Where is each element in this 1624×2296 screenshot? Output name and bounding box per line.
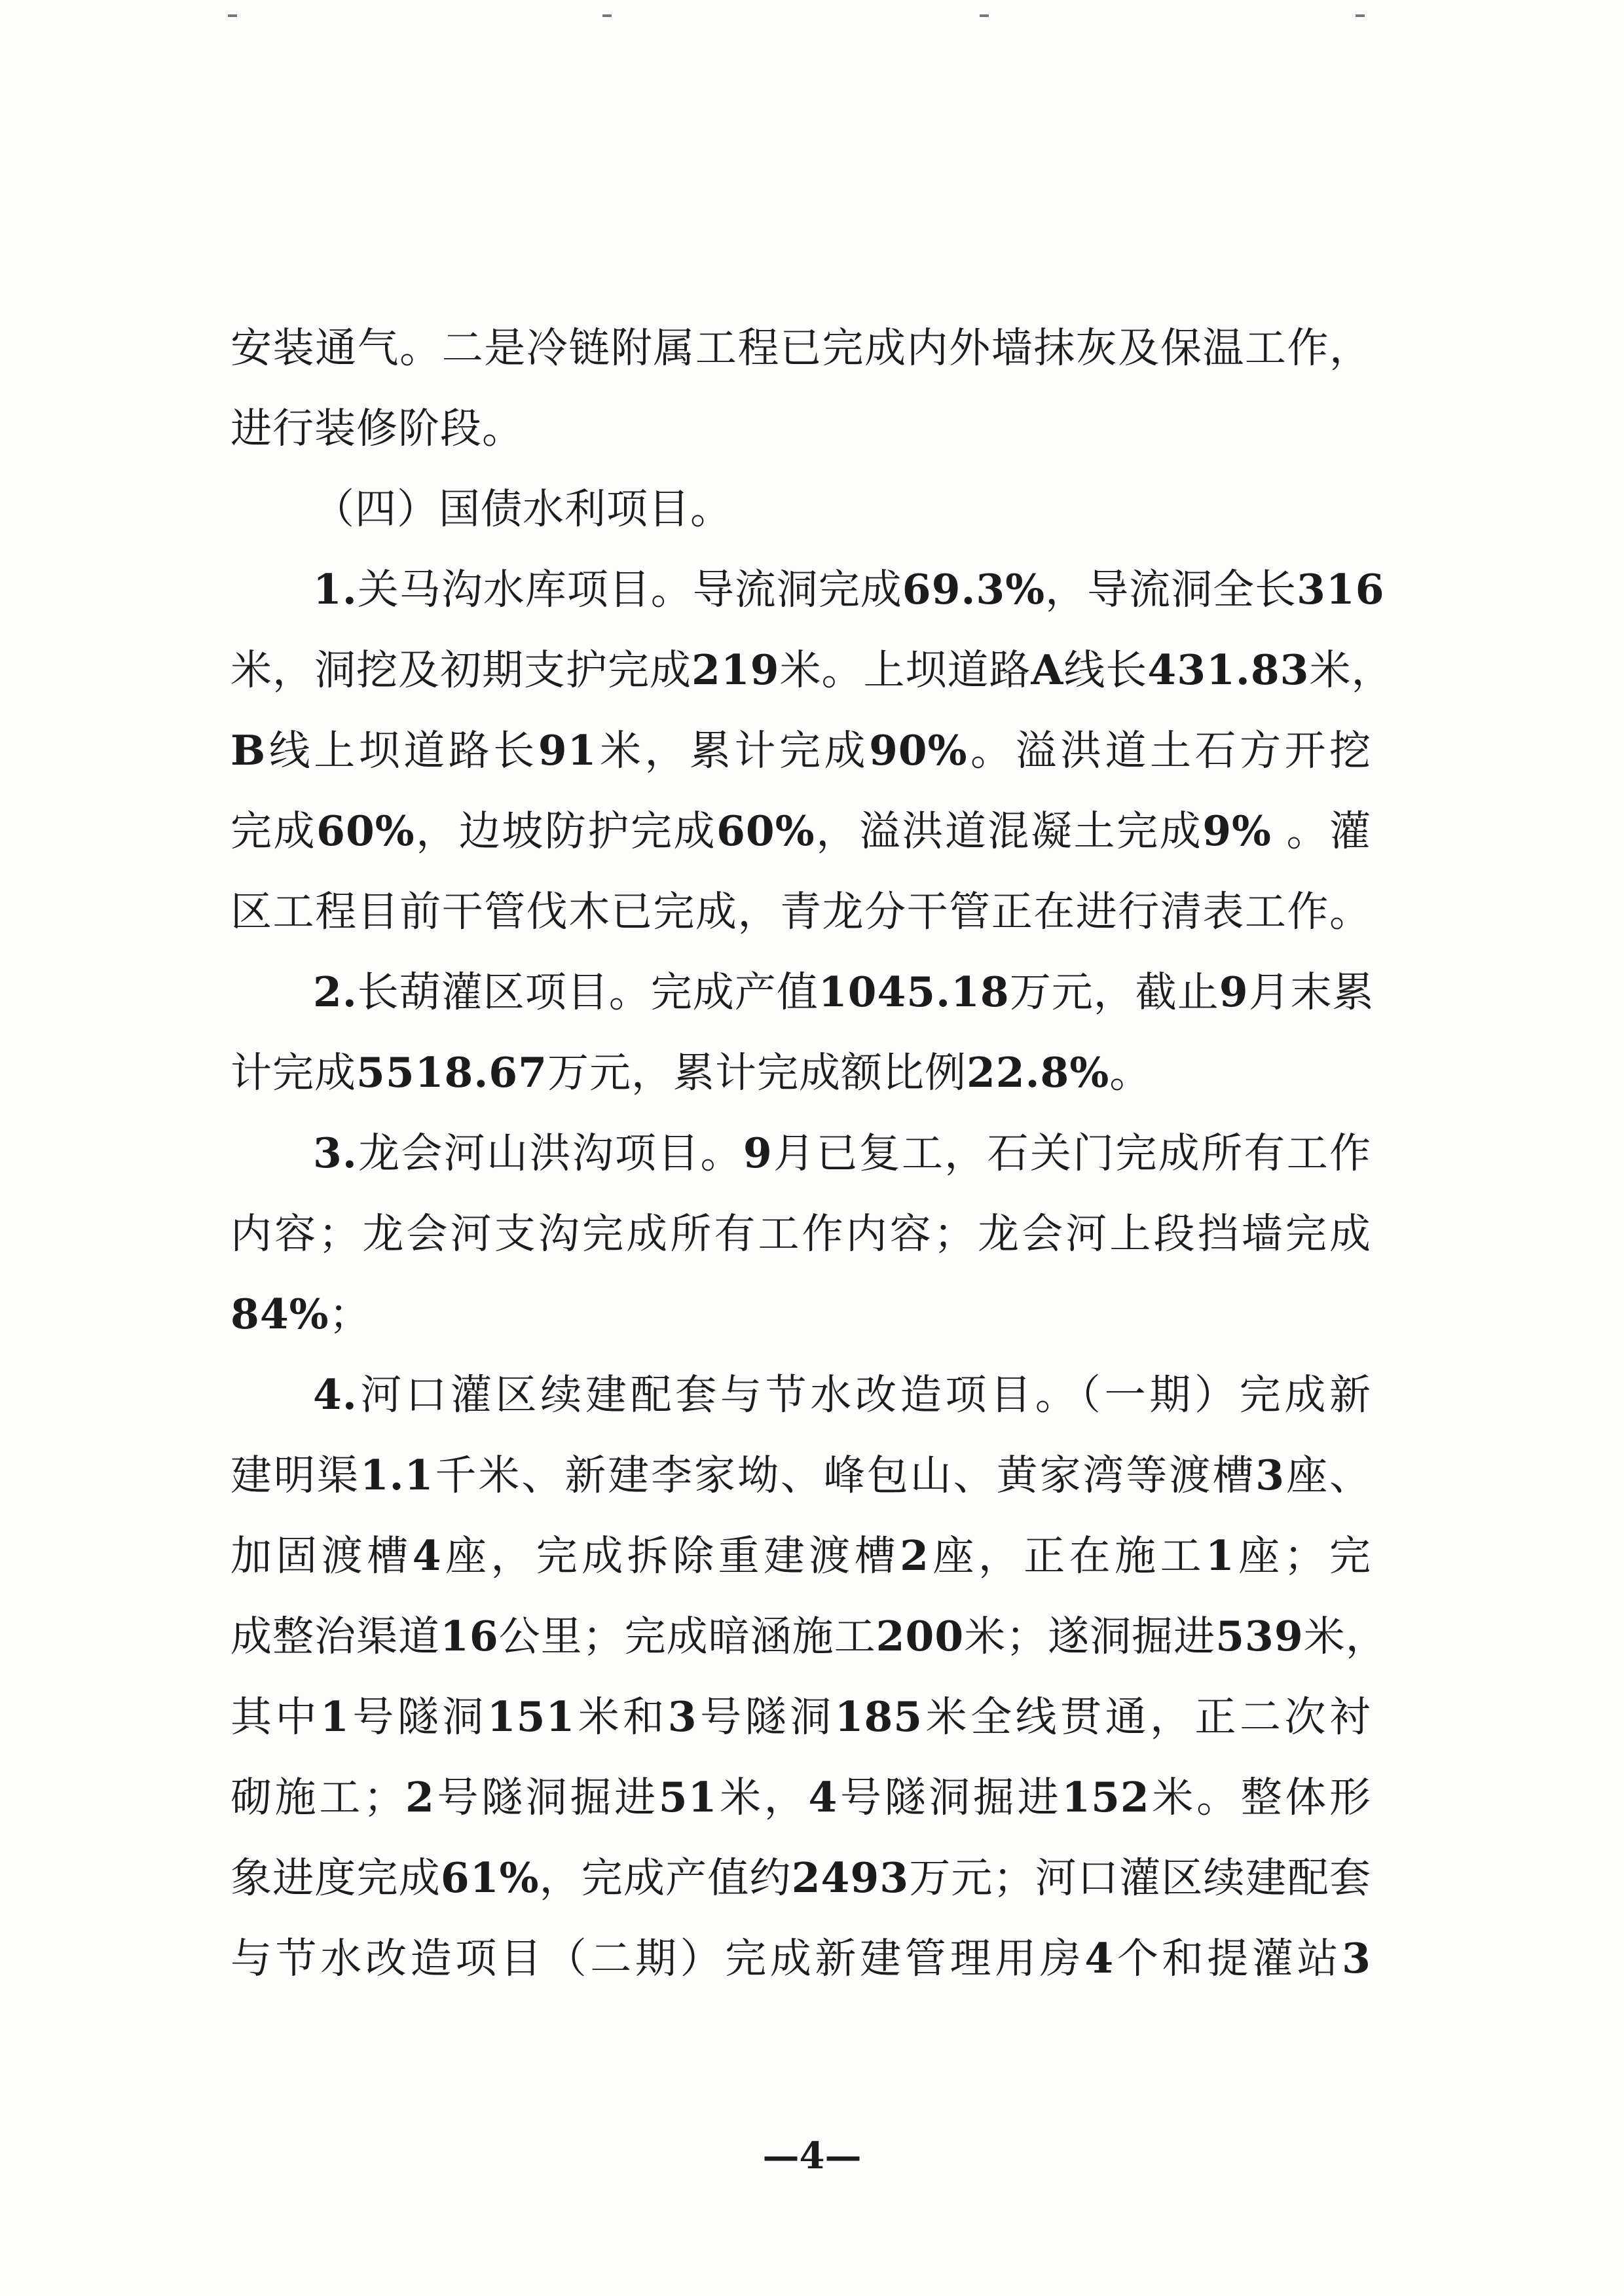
bold-text-run: 2 (405, 1773, 435, 1821)
bold-text-run: 9 (743, 1129, 773, 1177)
text-line (231, 1113, 1371, 1194)
page-edge-mark (1356, 14, 1365, 17)
bold-text-run: 51 (658, 1773, 718, 1821)
text-run: ，完成产值约 (539, 1854, 792, 1902)
bold-text-run: 4. (313, 1370, 358, 1419)
bold-text-run: A (1031, 646, 1064, 694)
bold-text-run: 431.83 (1147, 646, 1310, 694)
text-run: 米；遂洞掘进 (964, 1613, 1216, 1660)
text-run: 号隧洞 (697, 1693, 835, 1741)
text-run: 座，完成拆除重建渡槽 (441, 1532, 900, 1580)
bold-text-run: 1 (1205, 1531, 1235, 1580)
bold-text-run: 3 (1255, 1451, 1285, 1499)
text-run: ，边坡防护完成 (415, 807, 717, 855)
bold-text-run: 60% (716, 807, 815, 855)
text-line (231, 871, 1371, 952)
text-run: 区工程目前干管伐木已完成，青龙分干管正在进行清表工作。 (231, 888, 1371, 936)
text-line (231, 1355, 1371, 1435)
text-run: 。溢洪道土石方开挖 (967, 727, 1372, 774)
page-edge-mark (980, 14, 989, 17)
page-edge-mark (602, 14, 612, 17)
text-run: 龙会河山洪沟项目。 (357, 1129, 743, 1177)
bold-text-run: 2. (313, 968, 358, 1016)
bold-text-run: 3 (667, 1692, 697, 1741)
text-run: （四）国债水利项目。 (313, 485, 732, 533)
text-run: 河口灌区续建配套与节水改造项目。（一期）完成新 (357, 1371, 1371, 1419)
text-line (231, 1677, 1371, 1757)
bold-text-run: 9% (1202, 807, 1272, 855)
bold-text-run: 152 (1061, 1773, 1150, 1821)
text-run: 关马沟水库项目。导流洞完成 (357, 566, 902, 613)
bold-text-run: 200 (876, 1612, 965, 1660)
text-run: 与节水改造项目（二期）完成新建管理用房 (231, 1935, 1085, 1982)
text-run: 米。整体形 (1149, 1774, 1372, 1821)
bold-text-run: 539 (1215, 1612, 1304, 1660)
bold-text-run: B (231, 726, 267, 774)
text-line (231, 791, 1371, 871)
bold-text-run: 91 (538, 726, 597, 774)
bold-text-run: 9 (1219, 968, 1249, 1016)
document-body (231, 308, 1393, 1999)
text-run: 号隧洞掘进 (838, 1774, 1062, 1821)
text-line (231, 1596, 1388, 1677)
text-line (231, 630, 1393, 710)
text-line (231, 1838, 1371, 1918)
text-run: 米， (1303, 1613, 1388, 1660)
bold-text-run: 4 (808, 1773, 838, 1821)
bold-text-run: 219 (692, 646, 780, 694)
text-line (231, 1032, 1371, 1113)
text-run: 加固渡槽 (231, 1532, 413, 1580)
text-line (231, 952, 1375, 1032)
text-line (231, 1435, 1371, 1516)
bold-text-run: 4 (1084, 1934, 1115, 1982)
bold-text-run: 5518.67 (356, 1048, 547, 1097)
text-run: 其中 (231, 1693, 320, 1741)
text-line (231, 308, 1371, 388)
text-run: 米，洞挖及初期支护完成 (231, 646, 692, 694)
page-number: —4— (762, 2134, 862, 2178)
bold-text-run: 185 (834, 1692, 923, 1741)
bold-text-run: 69.3% (902, 565, 1046, 613)
text-run: 座、 (1285, 1451, 1372, 1499)
text-line (231, 1918, 1371, 1999)
text-run: 线长 (1063, 646, 1148, 694)
bold-text-run: 3 (1342, 1934, 1372, 1982)
text-run: ，导流洞全长 (1045, 566, 1297, 613)
text-run: 完成 (231, 807, 317, 855)
text-run: 月已复工，石关门完成所有工作 (772, 1129, 1372, 1177)
text-run: 米。上坝道路 (779, 646, 1031, 694)
bold-text-run: 1045.18 (818, 968, 1010, 1016)
bold-text-run: 3. (313, 1129, 358, 1177)
text-run: 个和提灌站 (1114, 1935, 1342, 1982)
text-run: 成整治渠道 (231, 1613, 440, 1660)
text-run: 公里；完成暗涵施工 (498, 1613, 876, 1660)
text-run: 千米、新建李家坳、峰包山、黄家湾等渡槽 (434, 1451, 1256, 1499)
text-run: 座；完 (1234, 1532, 1372, 1580)
bold-text-run: 84% (231, 1290, 329, 1338)
bold-text-run: 61% (440, 1853, 540, 1902)
text-line (231, 1516, 1371, 1596)
bold-text-run: 4 (412, 1531, 442, 1580)
text-run: 砌施工； (231, 1774, 405, 1821)
text-line (231, 388, 1371, 469)
text-run: 月末累 (1248, 968, 1375, 1016)
text-run: 建明渠 (231, 1451, 360, 1499)
text-run: 万元；河口灌区续建配套 (909, 1854, 1372, 1902)
text-run: 万元，截止 (1009, 968, 1219, 1016)
text-run: 。灌 (1271, 807, 1372, 855)
bold-text-run: 151 (487, 1692, 576, 1741)
text-run: 安装通气。二是冷链附属工程已完成内外墙抹灰及保温工作， (231, 324, 1371, 372)
bold-text-run: 1 (320, 1692, 350, 1741)
text-line (231, 710, 1371, 791)
text-run: 万元，累计完成额比例 (547, 1049, 967, 1097)
text-run: ，溢洪道混凝土完成 (815, 807, 1203, 855)
text-run: 号隧洞 (349, 1693, 487, 1741)
text-run: 进行装修阶段。 (231, 405, 524, 452)
text-run: ； (329, 1290, 371, 1338)
text-line (231, 549, 1385, 630)
text-run: 米全线贯通，正二次衬 (923, 1693, 1372, 1741)
bold-text-run: 90% (868, 726, 968, 774)
text-run: 象进度完成 (231, 1854, 441, 1902)
text-run: 计完成 (231, 1049, 356, 1097)
bold-text-run: 16 (440, 1612, 499, 1660)
page-edge-mark (228, 14, 237, 17)
text-run: 长葫灌区项目。完成产值 (357, 968, 819, 1016)
bold-text-run: 2493 (791, 1853, 910, 1902)
bold-text-run: 60% (316, 807, 415, 855)
bold-text-run: 22.8% (966, 1048, 1110, 1097)
text-line (231, 1274, 1371, 1355)
text-run: 线上坝道路长 (266, 727, 538, 774)
text-line (231, 469, 1371, 549)
text-run: 米和 (575, 1693, 668, 1741)
bold-text-run: 2 (900, 1531, 929, 1580)
text-run: 座，正在施工 (929, 1532, 1206, 1580)
text-run: 号隧洞掘进 (434, 1774, 659, 1821)
text-run: 米， (717, 1774, 809, 1821)
bold-text-run: 1. (313, 565, 358, 613)
text-line (231, 1757, 1371, 1838)
text-run: 米，累计完成 (597, 727, 869, 774)
bold-text-run: 1.1 (360, 1451, 434, 1499)
text-run: 。 (1109, 1049, 1152, 1097)
text-run: 米， (1309, 646, 1393, 694)
text-run: 内容；龙会河支沟完成所有工作内容；龙会河上段挡墙完成 (231, 1210, 1371, 1258)
text-line (231, 1194, 1371, 1274)
bold-text-run: 316 (1297, 565, 1385, 613)
